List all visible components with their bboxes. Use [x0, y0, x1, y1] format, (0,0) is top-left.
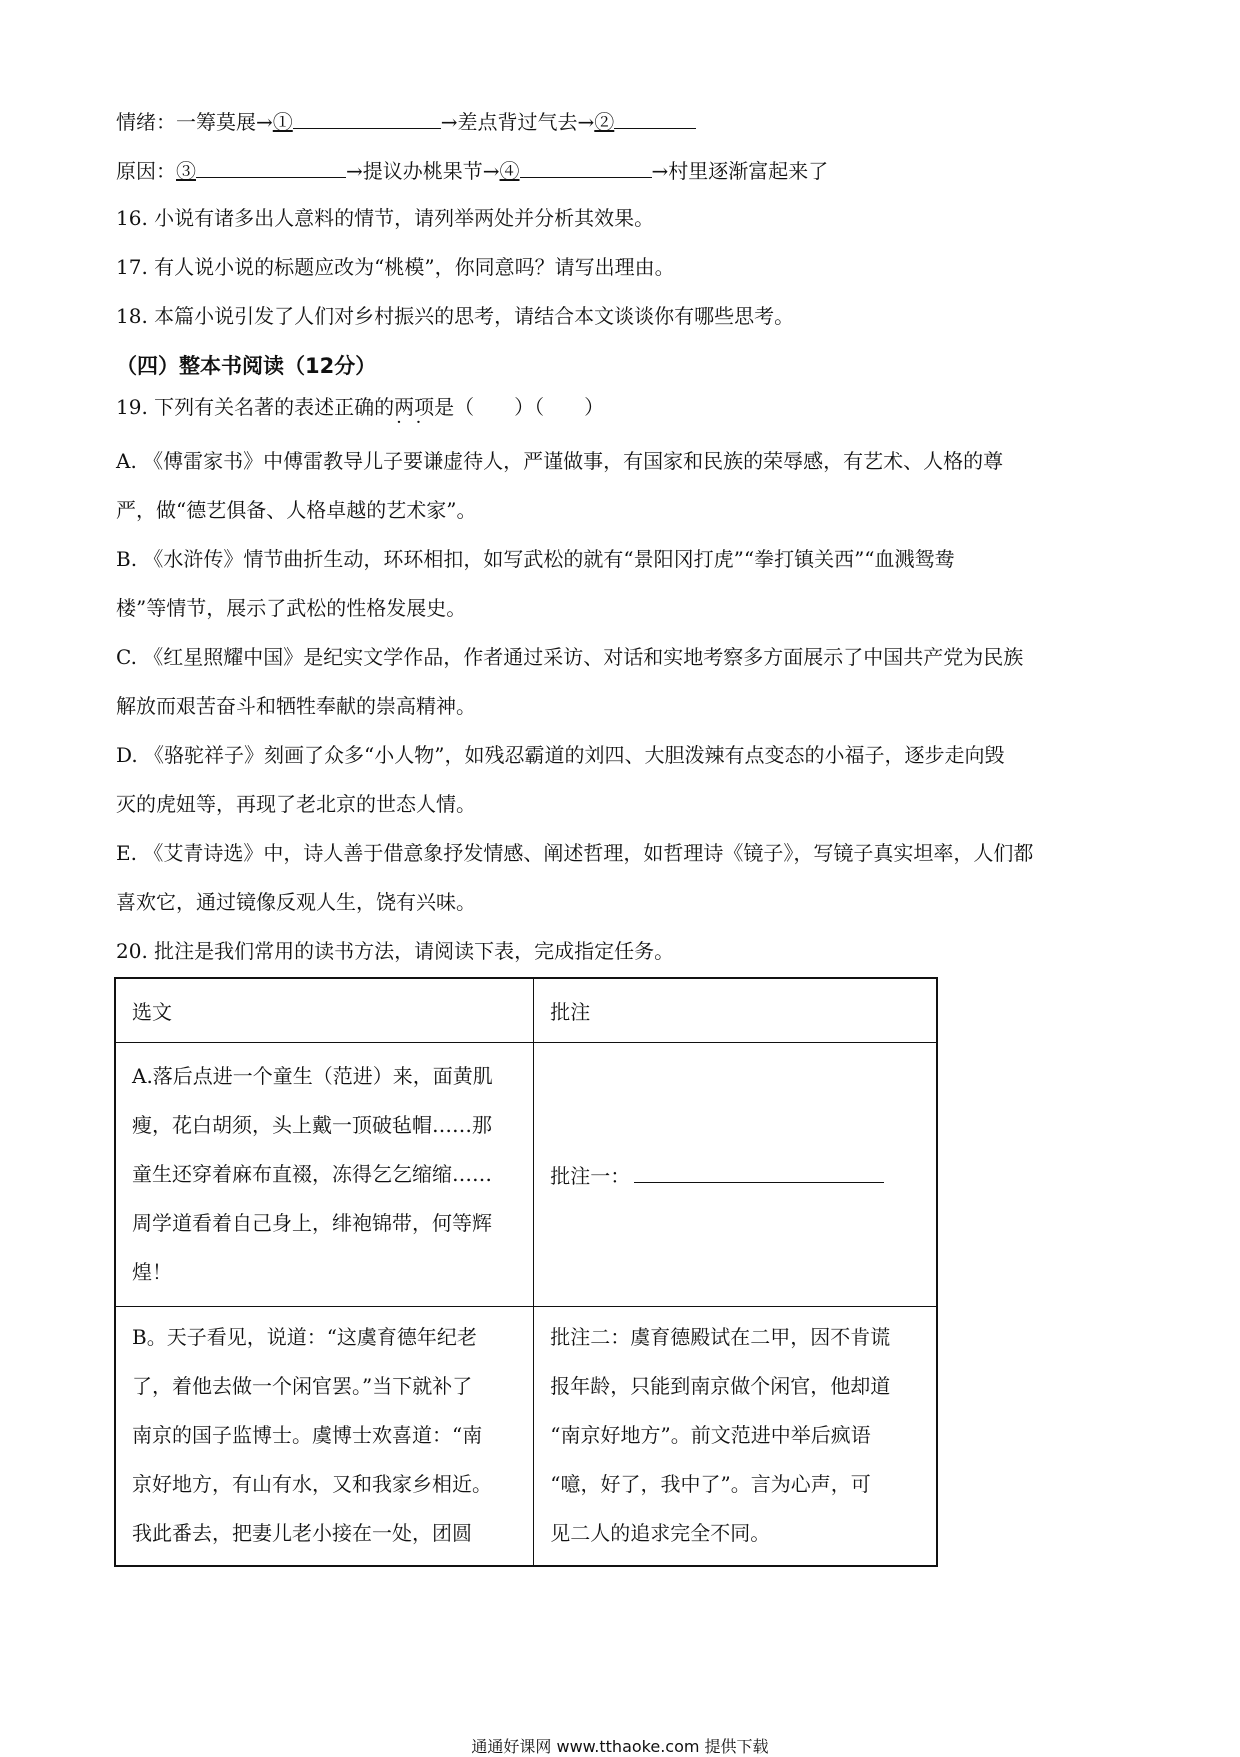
section-4-title: （四）整本书阅读（12分） — [116, 354, 377, 378]
emotion-flow-line — [116, 106, 696, 136]
question-18: 18. 本篇小说引发了人们对乡村振兴的思考，请结合本文谈谈你有哪些思考。 — [116, 304, 795, 328]
reason-middle: →提议办桃果节→ — [346, 159, 500, 183]
option-c-line-1: C. 《红星照耀中国》是纪实文学作品，作者通过采访、对话和实地考察多方面展示了中国共产党为民族 — [116, 645, 1024, 669]
option-d-line-1: D. 《骆驼祥子》刻画了众多“小人物”，如残忍霸道的刘四、大胆泼辣有点变态的小福子，逐步走向毁 — [116, 743, 1005, 767]
blank-2-number: ② — [594, 110, 615, 134]
emotion-label: 情绪：一筹莫展→ — [116, 110, 273, 134]
option-a-line-2: 严，做“德艺俱备、人格卓越的艺术家”。 — [116, 498, 477, 522]
blank-1-number: ① — [272, 110, 293, 134]
annotation-1-label: 批注一： — [550, 1163, 631, 1188]
emotion-middle: →差点背过气去→ — [440, 110, 595, 134]
annotation-table — [114, 977, 938, 1567]
blank-3-number: ③ — [176, 159, 196, 183]
question-20: 20. 批注是我们常用的读书方法，请阅读下表，完成指定任务。 — [116, 939, 675, 963]
row-b-annotation — [534, 1306, 937, 1566]
option-a-line-1: A. 《傅雷家书》中傅雷教导儿子要谦虚待人，严谨做事，有国家和民族的荣辱感，有艺术、人格的尊 — [116, 449, 1004, 473]
option-b-line-1: B. 《水浒传》情节曲折生动，环环相扣，如写武松的就有“景阳冈打虎”“拳打镇关西”“血溅鸳鸯 — [116, 547, 955, 571]
question-17: 17. 有人说小说的标题应改为“桃模”，你同意吗？请写出理由。 — [116, 255, 675, 279]
table-header-left: 选文 — [115, 978, 534, 1042]
annotation-1-blank[interactable] — [634, 1160, 884, 1183]
reason-label: 原因： — [116, 159, 176, 183]
row-a-excerpt-text: A.落后点进一个童生（范进）来，面黄肌 瘦，花白胡须，头上戴一顶破毡帽……那 童生还穿着麻布直裰，冻得乞乞缩缩…… 周学道看着自己身上，绯袍锦带，何等辉 煌！ — [132, 1063, 493, 1284]
question-19-prefix: 19. 下列有关名著的表述正确的 — [116, 395, 395, 419]
option-e-line-1: E. 《艾青诗选》中，诗人善于借意象抒发情感、阐述哲理，如哲理诗《镜子》，写镜子真实坦率，人们都 — [116, 841, 1034, 865]
option-d-line-2: 灭的虎妞等，再现了老北京的世态人情。 — [116, 792, 476, 816]
blank-4-line[interactable] — [520, 155, 652, 178]
blank-3-line[interactable] — [196, 155, 346, 178]
option-b-line-2: 楼”等情节，展示了武松的性格发展史。 — [116, 596, 467, 620]
row-b-excerpt-text: B。天子看见，说道：“这虞育德年纪老 了，着他去做一个闲官罢。”当下就补了 南京的国子监博士。虞博士欢喜道：“南 京好地方，有山有水，又和我家乡相近。 我此番去，把妻儿老小接在一处，团圆 — [132, 1325, 492, 1546]
question-19-emphasis: 两项 · · — [394, 395, 434, 419]
question-16: 16. 小说有诸多出人意料的情节，请列举两处并分析其效果。 — [116, 206, 655, 230]
annotation-2-text: 批注二：虞育德殿试在二甲，因不肯谎 报年龄，只能到南京做个闲官，他却道 “南京好地方”。前文范进中举后疯语 “噫，好了，我中了”。言为心声，可 见二人的追求完全不同。 — [550, 1325, 891, 1546]
blank-4-number: ④ — [499, 159, 520, 183]
blank-2-line[interactable] — [614, 106, 696, 129]
option-c-line-2: 解放而艰苦奋斗和牺牲奉献的崇高精神。 — [116, 694, 476, 718]
reason-end: →村里逐渐富起来了 — [651, 159, 829, 183]
row-b-excerpt — [115, 1306, 534, 1566]
question-19 — [116, 393, 604, 421]
option-e-line-2: 喜欢它，通过镜像反观人生，饶有兴味。 — [116, 890, 476, 914]
blank-1-line[interactable] — [293, 106, 441, 129]
reason-flow-line — [116, 155, 828, 185]
question-19-suffix: 是（ ）（ ） — [434, 395, 605, 419]
row-a-excerpt — [115, 1042, 534, 1306]
page-footer: 通通好课网 www.tthaoke.com 提供下载 — [471, 1737, 769, 1756]
row-a-annotation — [534, 1042, 937, 1306]
table-header-right: 批注 — [534, 978, 937, 1042]
